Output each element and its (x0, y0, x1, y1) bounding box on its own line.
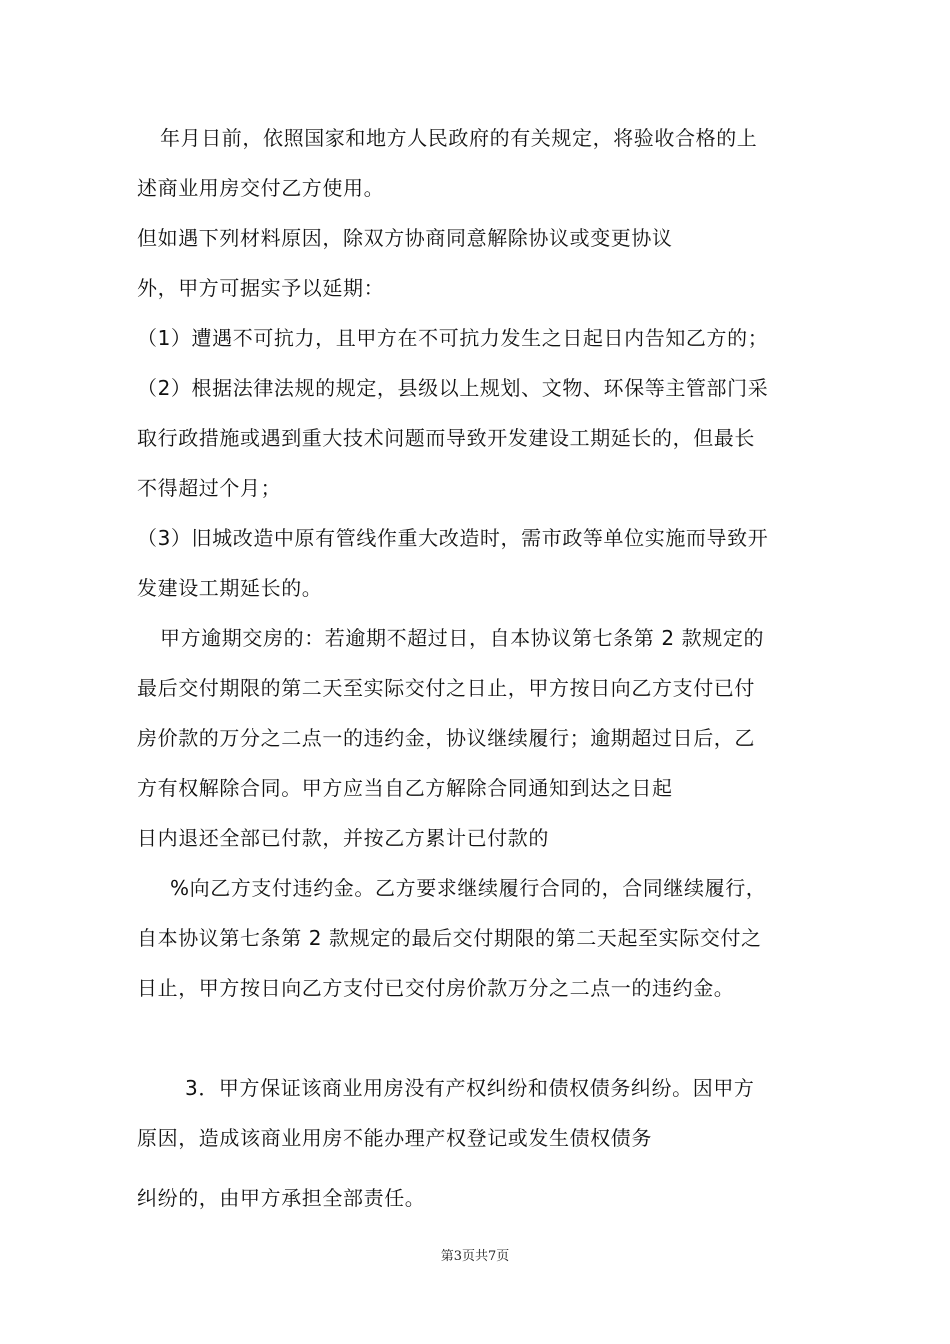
text-line: 房价款的万分之二点一的违约金，协议继续履行；逾期超过日后，乙 (137, 726, 755, 750)
text-line: 纠纷的，由甲方承担全部责任。 (137, 1186, 426, 1210)
text-line: 年月日前，依照国家和地方人民政府的有关规定，将验收合格的上 (160, 126, 758, 150)
text-line: 日内退还全部已付款，并按乙方累计已付款的 (137, 826, 549, 850)
text-line: %向乙方支付违约金。乙方要求继续履行合同的，合同继续履行， (170, 876, 767, 900)
text-line: 日止，甲方按日向乙方支付已交付房价款万分之二点一的违约金。 (137, 976, 735, 1000)
text-line: 外，甲方可据实予以延期： (137, 276, 385, 300)
text-line: （2）根据法律法规的规定，县级以上规划、文物、环保等主管部门采 (137, 376, 769, 400)
text-line: 方有权解除合同。甲方应当自乙方解除合同通知到达之日起 (137, 776, 673, 800)
text-line: 发建设工期延长的。 (137, 576, 323, 600)
page-number-footer: 第3页共7页 (440, 1249, 510, 1264)
text-line: 但如遇下列材料原因，除双方协商同意解除协议或变更协议 (137, 226, 673, 250)
text-line: 不得超过个月； (137, 476, 282, 500)
text-line: 原因，造成该商业用房不能办理产权登记或发生债权债务 (137, 1126, 652, 1150)
text-line: 取行政措施或遇到重大技术问题而导致开发建设工期延长的，但最长 (137, 426, 755, 450)
text-line: 述商业用房交付乙方使用。 (137, 176, 385, 200)
text-line: 甲方逾期交房的：若逾期不超过日，自本协议第七条第 2 款规定的 (160, 626, 765, 650)
text-line: （1）遭遇不可抗力，且甲方在不可抗力发生之日起日内告知乙方的； (137, 326, 769, 350)
text-line: （3）旧城改造中原有管线作重大改造时，需市政等单位实施而导致开 (137, 526, 769, 550)
text-line: 自本协议第七条第 2 款规定的最后交付期限的第二天起至实际交付之 (137, 926, 762, 950)
text-line: 3．甲方保证该商业用房没有产权纠纷和债权债务纠纷。因甲方 (185, 1076, 755, 1100)
text-line: 最后交付期限的第二天至实际交付之日止，甲方按日向乙方支付已付 (137, 676, 755, 700)
